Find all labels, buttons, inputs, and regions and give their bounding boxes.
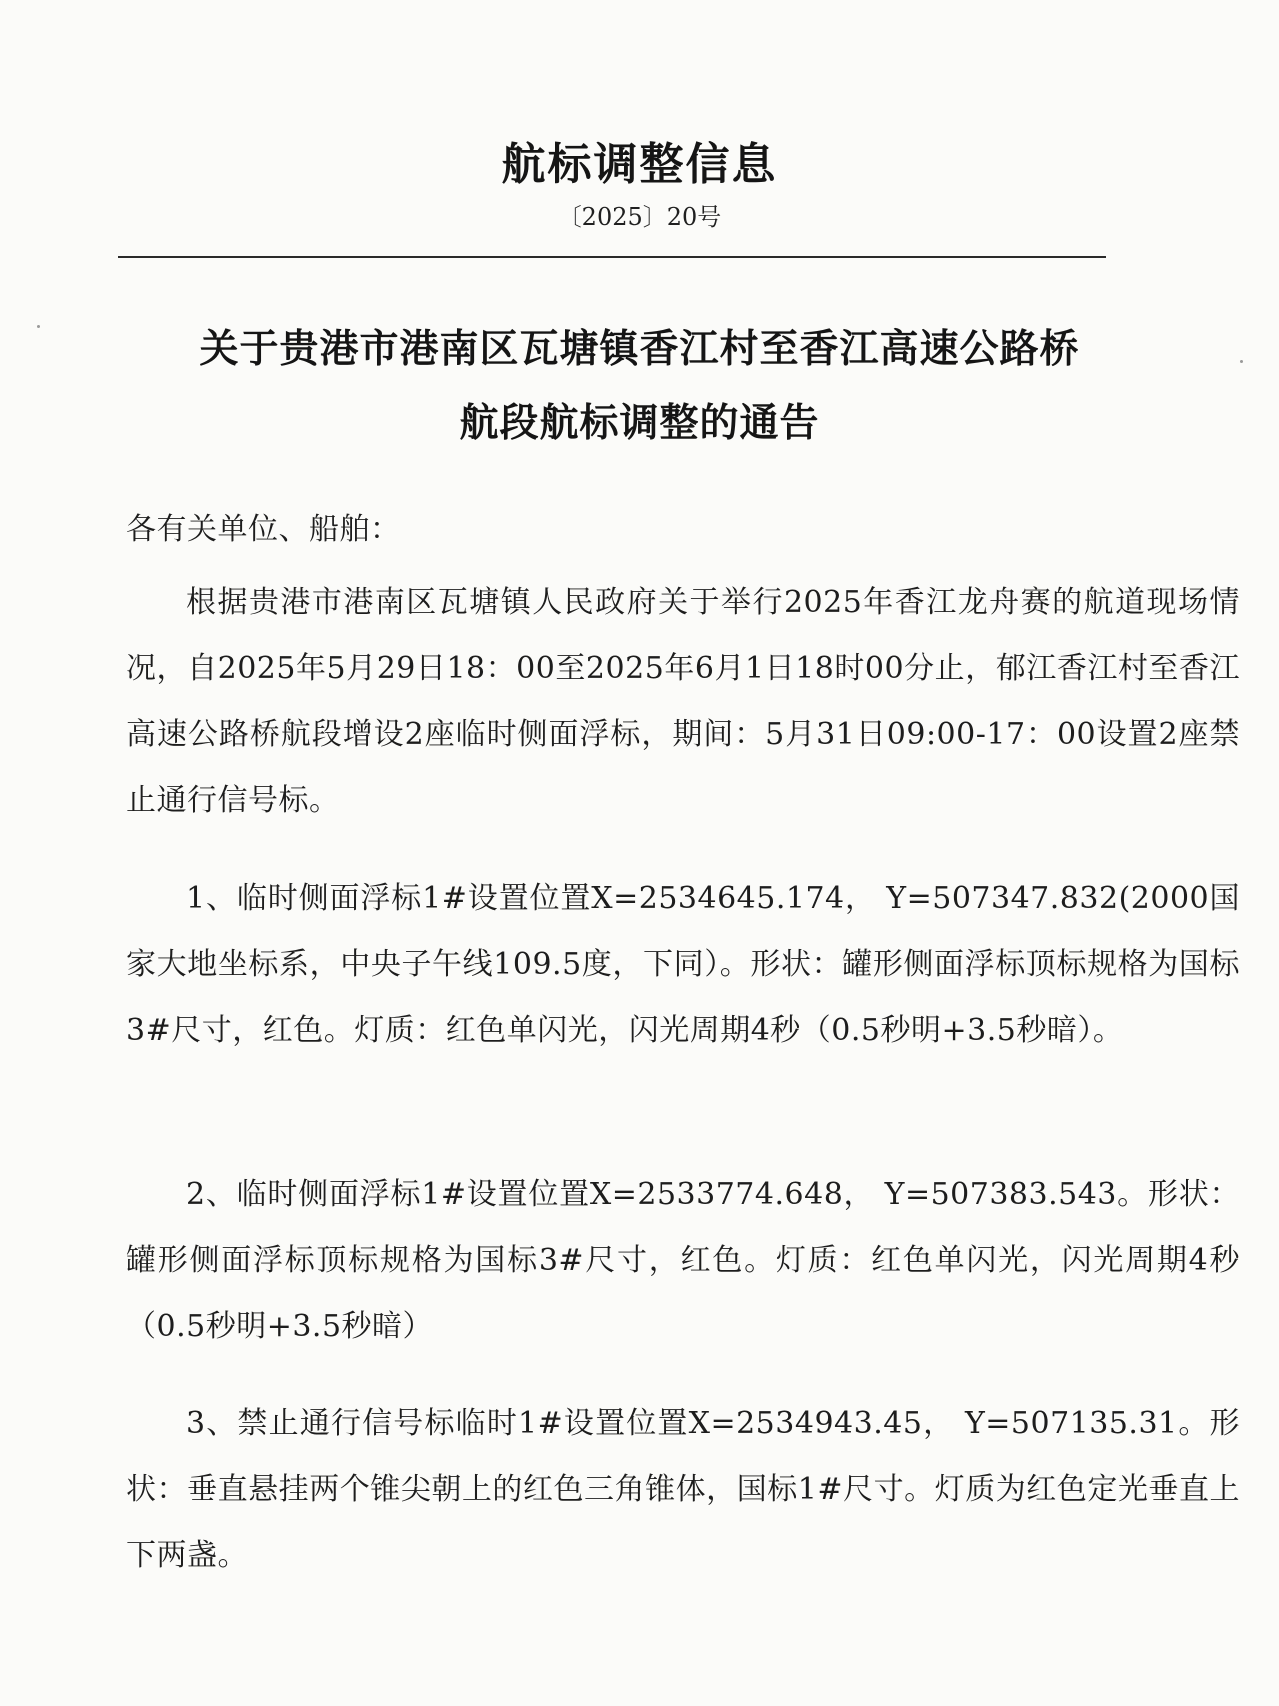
salutation: 各有关单位、船舶：: [126, 512, 401, 547]
paragraph-item-1: 1、临时侧面浮标1#设置位置X=2534645.174， Y=507347.832(2000国家大地坐标系，中央子午线109.5度，下同）。形状：罐形侧面浮标顶标规格为国标3#尺寸，红色。灯质：红色单闪光，闪光周期4秒（0.5秒明+3.5秒暗）。: [126, 881, 1240, 1048]
document-title: 航标调整信息: [501, 139, 778, 190]
notice-heading-line-2: 航段航标调整的通告: [459, 401, 820, 446]
scan-speck: [37, 325, 40, 328]
paragraph-item-2: 2、临时侧面浮标1#设置位置X=2533774.648， Y=507383.543。形状：罐形侧面浮标顶标规格为国标3#尺寸，红色。灯质：红色单闪光，闪光周期4秒（0.5秒明+3.5秒暗）: [126, 1177, 1240, 1344]
paragraph-intro: 根据贵港市港南区瓦塘镇人民政府关于举行2025年香江龙舟赛的航道现场情况，自2025年5月29日18：00至2025年6月1日18时00分止，郁江香江村至香江高速公路桥航段增设2座临时侧面浮标，期间：5月31日09:00-17：00设置2座禁止通行信号标。: [126, 585, 1240, 818]
notice-heading-line-1: 关于贵港市港南区瓦塘镇香江村至香江高速公路桥: [199, 327, 1080, 372]
header-divider: [118, 256, 1106, 258]
document-number: 〔2025〕20号: [557, 203, 722, 231]
paragraph-item-3: 3、禁止通行信号标临时1#设置位置X=2534943.45， Y=507135.31。形状：垂直悬挂两个锥尖朝上的红色三角锥体，国标1#尺寸。灯质为红色定光垂直上下两盏。: [126, 1406, 1240, 1573]
scan-speck: [1240, 360, 1243, 363]
